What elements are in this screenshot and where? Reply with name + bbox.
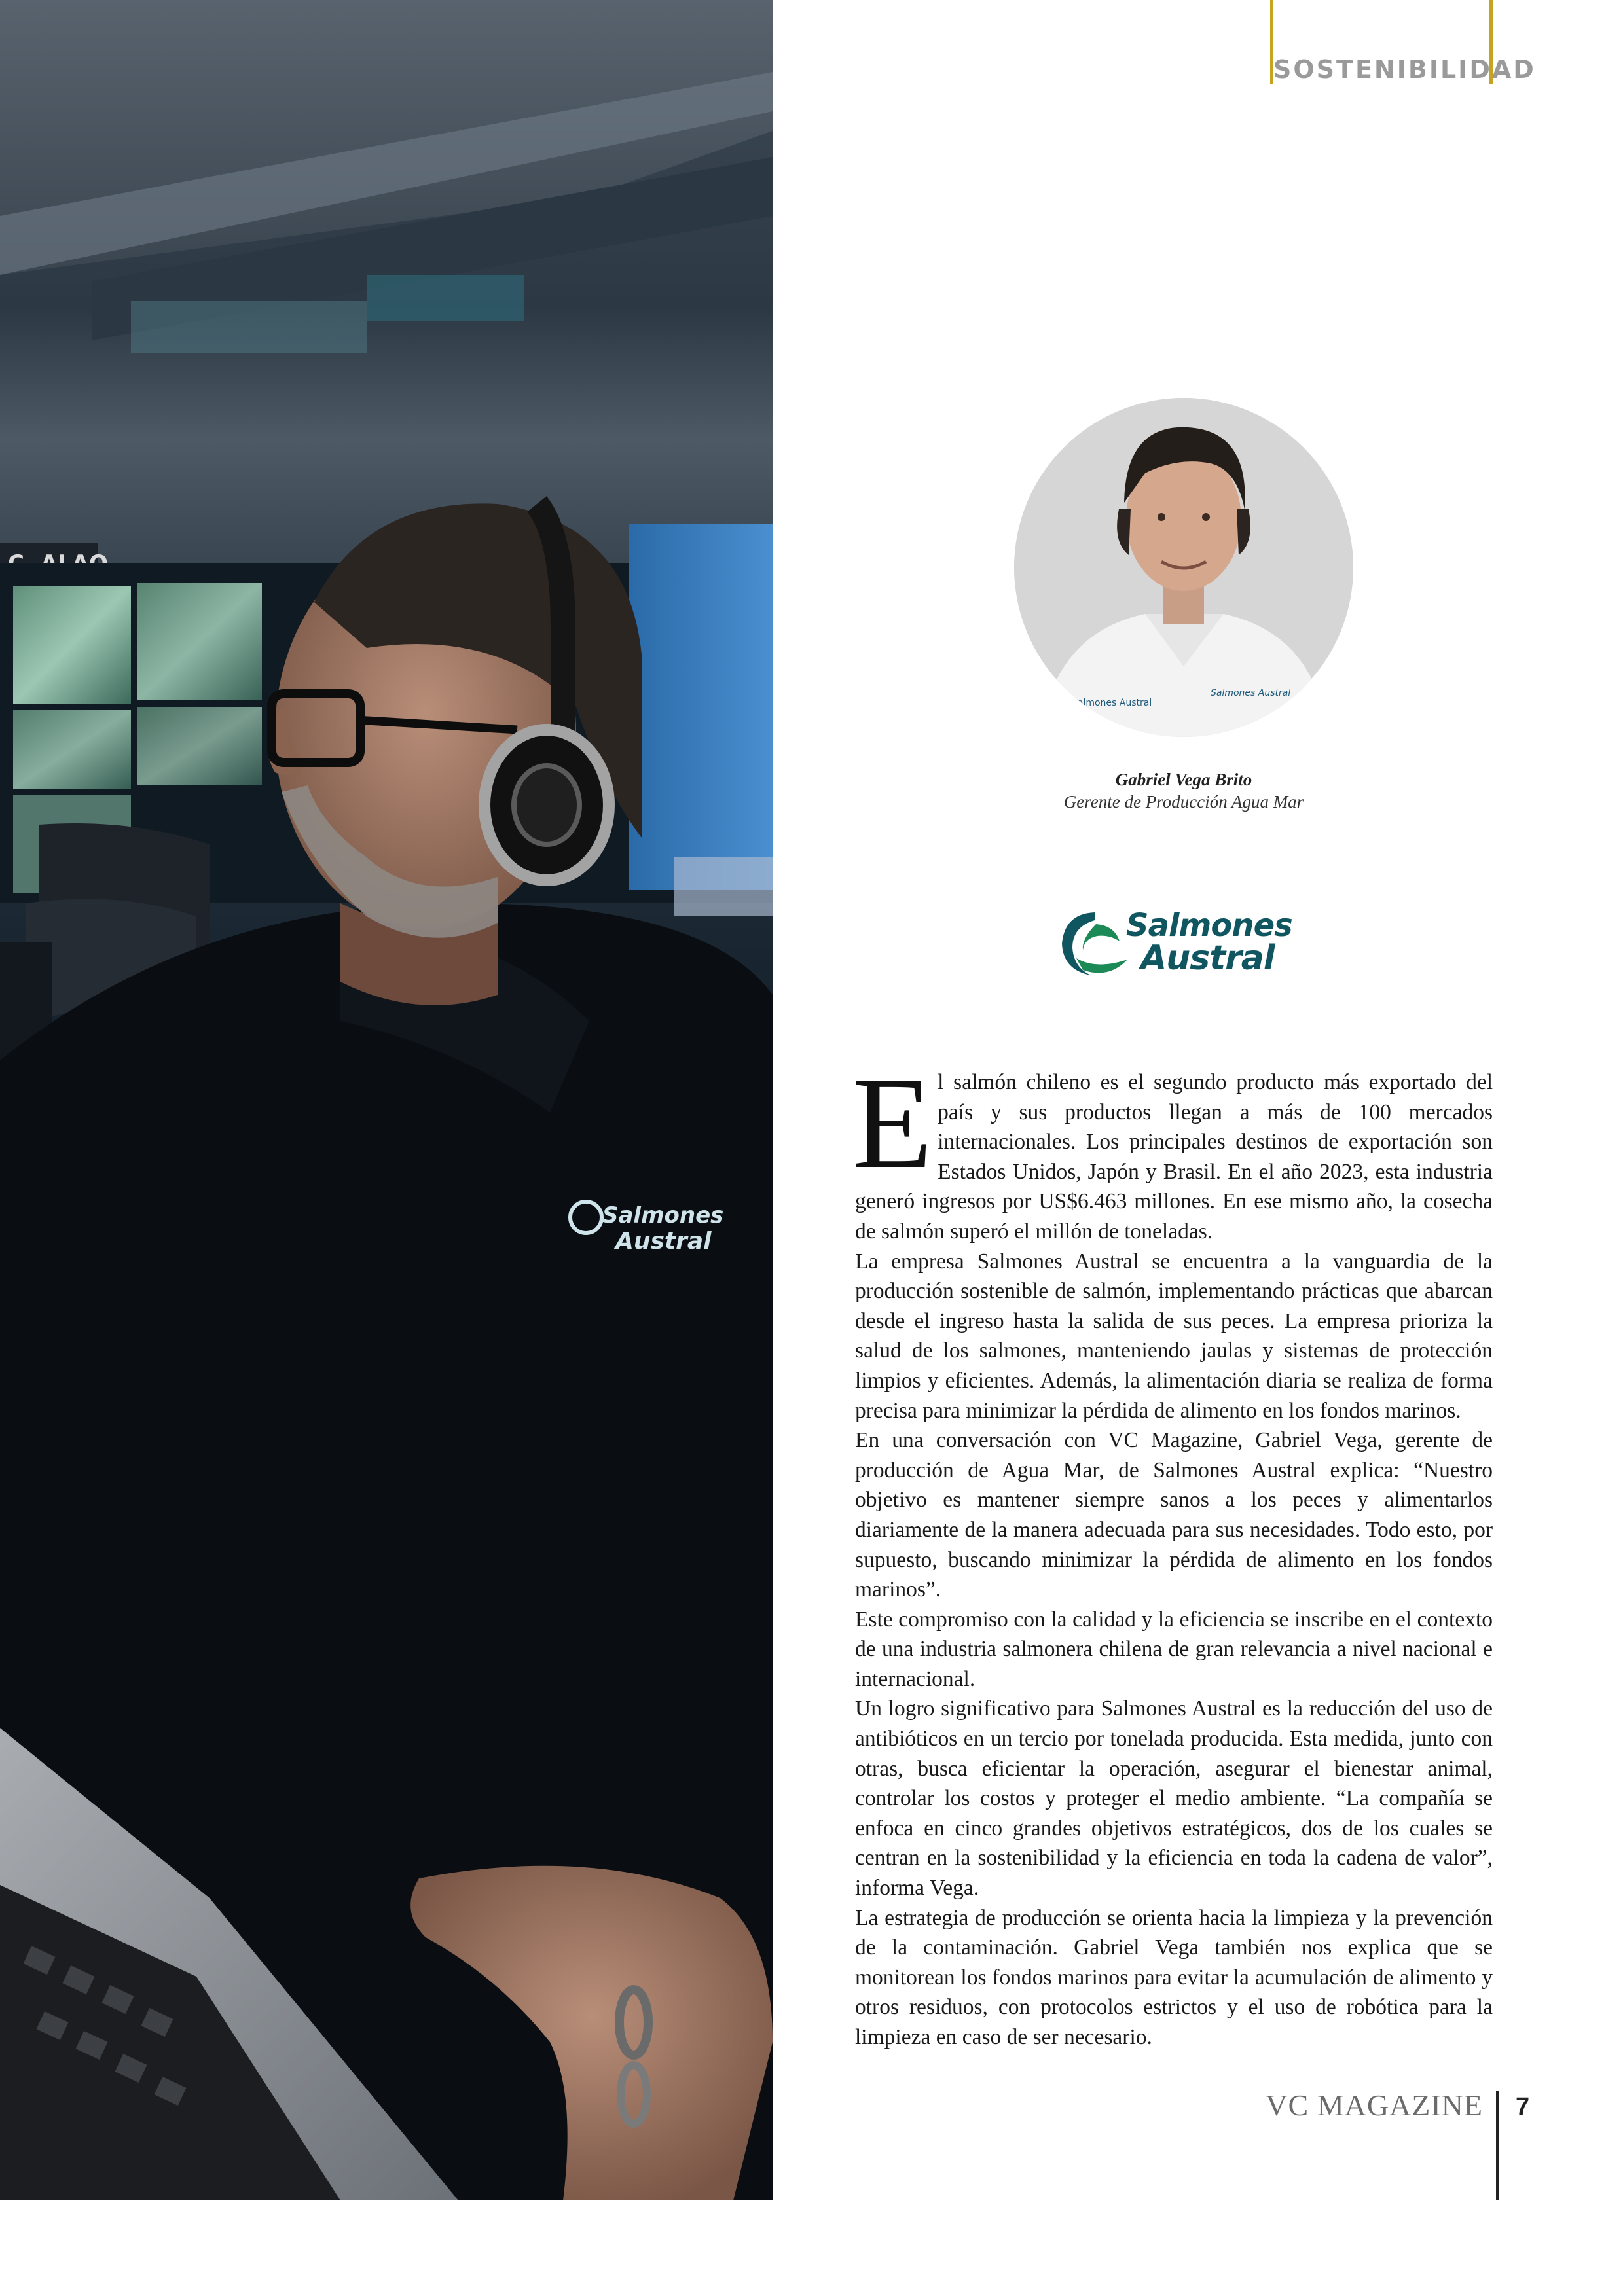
article-paragraph-5: Un logro significativo para Salmones Austral es la reducción del uso de antibióticos en un tercio por tonelada producida. Esta medida, junto con otras, busca eficientar la operación, asegurar el bienestar animal, controlar los costos y proteger el medio ambiente. “La compañía se enfoca en cinco grandes objetivos estratégicos, dos de los cuales se centran en la sostenibilidad y la eficiencia en toda la cadena de valor”, informa Vega. [855, 1696, 1493, 1901]
portrait-illustration [1014, 398, 1353, 737]
logo-word-salmones: Salmones [1126, 907, 1292, 944]
article-paragraph-4: Este compromiso con la calidad y la eficiencia se inscribe en el contexto de una industria salmonera chilena de gran relevancia a nivel nacional e internacional. [855, 1607, 1493, 1691]
portrait-badge-right: Salmones Austral [1211, 688, 1291, 698]
portrait-caption-role: Gerente de Producción Agua Mar [1063, 792, 1304, 812]
photo-illustration [0, 0, 773, 2200]
section-tab [1270, 0, 1536, 84]
article-paragraph-1-text: l salmón chileno es el segundo producto más exportado del país y sus productos llegan a más de 100 mercados internacionales. Los principales destinos de exportación son Estados Unidos, Japón y Brasil. En el año 2023, esta industria generó ingresos por US$6.463 millones. En ese mismo año, la cosecha de salmón superó el millón de toneladas. [855, 1070, 1493, 1244]
logo-word-austral: Austral [1140, 939, 1275, 978]
article-paragraph-2: La empresa Salmones Austral se encuentra a la vanguardia de la producción sostenible de salmón, implementando prácticas que abarcan desde el ingreso hasta la salida de sus peces. La empresa prioriza la salud de los salmones, manteniendo jaulas y sistemas de protección limpios y eficientes. Además, la alimentación diaria se realiza de forma precisa para minimizar la pérdida de alimento en los fondos marinos. [855, 1249, 1493, 1423]
article-body [852, 1051, 1493, 2053]
section-label: SOSTENIBILIDAD [1273, 55, 1536, 84]
portrait-badge-left: Salmones Austral [1072, 698, 1152, 708]
footer-magazine-name: VC MAGAZINE [1266, 2089, 1483, 2122]
article-paragraph-6: La estrategia de producción se orienta hacia la limpieza y la prevención de la contaminación. Gabriel Vega también nos explica que se monitorean los fondos marinos para evitar la acumulación de alimento y otros residuos, con protocolos estrictos y el uso de robótica para la limpieza en caso de ser necesario. [855, 1905, 1493, 2049]
logo-fish-icon [1057, 907, 1129, 980]
page-number: 7 [1516, 2093, 1530, 2121]
footer-divider [1496, 2091, 1499, 2200]
shirt-logo-line2: Austral [615, 1228, 712, 1255]
operator-photo [0, 0, 773, 2200]
drop-cap: E [852, 1051, 933, 1196]
article-paragraph-1 [852, 1051, 1493, 1247]
portrait-photo [1014, 398, 1353, 737]
article-paragraph-3: En una conversación con VC Magazine, Gabriel Vega, gerente de producción de Agua Mar, de Salmones Austral explica: “Nuestro objetivo es mantener siempre sanos a los peces y alimentarlos diariamente de la manera adecuada para sus necesidades. Todo esto, por supuesto, buscando minimizar la pérdida de alimento en los fondos marinos”. [855, 1428, 1493, 1602]
portrait-caption-name: Gabriel Vega Brito [1115, 770, 1252, 789]
shirt-logo-line1: Salmones [602, 1202, 724, 1229]
salmones-austral-logo [1057, 907, 1290, 980]
